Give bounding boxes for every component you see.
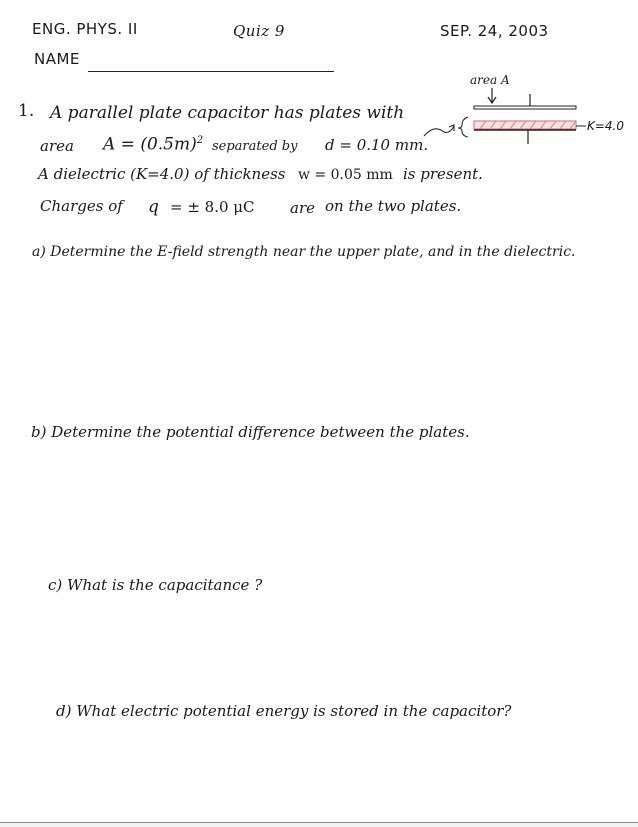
- part-d: d) What electric potential energy is stored in the capacitor?: [56, 702, 512, 720]
- problem-line-4-are: are: [290, 199, 315, 217]
- problem-line-1: A parallel plate capacitor has plates with: [50, 103, 405, 123]
- problem-number: 1.: [18, 101, 35, 121]
- brace-icon: [458, 117, 468, 137]
- k-label: K=4.0: [587, 119, 625, 133]
- quiz-date: SEP. 24, 2003: [440, 22, 549, 40]
- problem-line-4-q: q: [148, 197, 159, 217]
- part-c: c) What is the capacitance ?: [48, 576, 263, 594]
- problem-line-4-plates: on the two plates.: [325, 197, 462, 215]
- capacitor-diagram: [410, 70, 635, 160]
- area-label: area A: [470, 73, 510, 87]
- problem-line-4-charges: Charges of: [40, 197, 123, 215]
- course-title: ENG. PHYS. II: [32, 20, 138, 38]
- page-bottom-edge: [0, 822, 638, 827]
- problem-line-4-value: = ± 8.0 μC: [170, 198, 255, 216]
- problem-line-3-thickness: w = 0.05 mm: [298, 167, 393, 183]
- problem-line-3-present: is present.: [403, 165, 483, 183]
- problem-line-2-formula: $A = (0.5m)^2$: [103, 134, 204, 155]
- problem-line-2-separated: separated by: [212, 139, 298, 154]
- name-label: NAME: [34, 50, 80, 68]
- part-a: a) Determine the E-field strength near the upper plate, and in the dielectric.: [32, 244, 576, 260]
- part-b: b) Determine the potential difference between the plates.: [31, 423, 470, 441]
- problem-line-2-area: area: [40, 137, 74, 155]
- quiz-title: Quiz 9: [233, 22, 285, 40]
- squiggle-arrow-icon: [424, 126, 454, 136]
- name-blank-line: [88, 71, 334, 72]
- problem-line-3-dielectric: A dielectric (K=4.0) of thickness: [38, 165, 286, 183]
- problem-line-2-distance: d = 0.10 mm.: [325, 136, 429, 154]
- upper-plate: [474, 106, 576, 109]
